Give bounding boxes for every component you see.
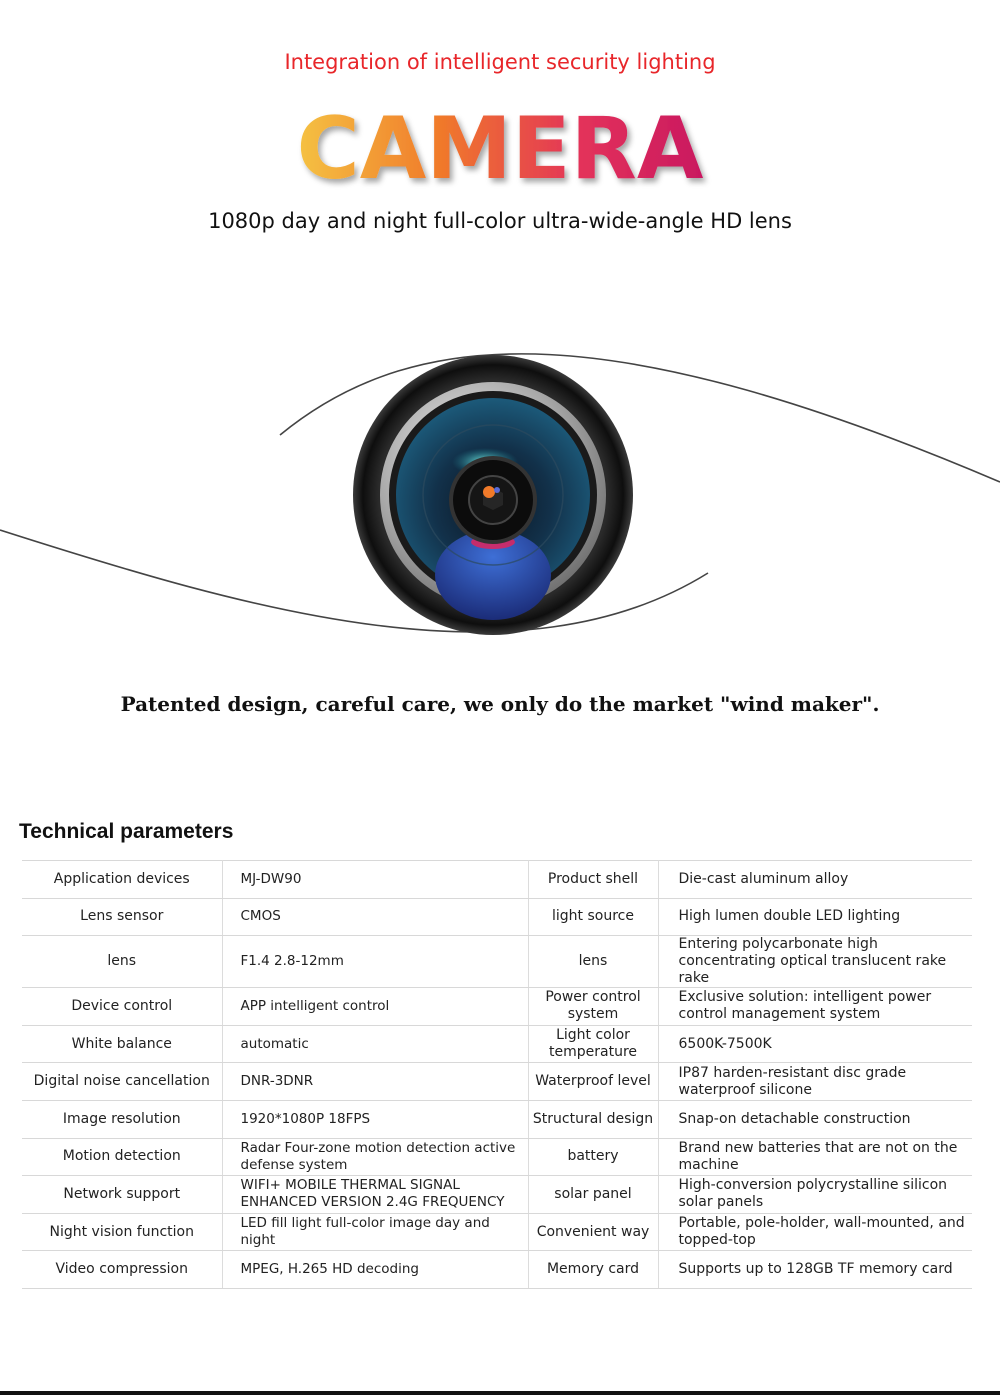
param-label: Lens sensor — [22, 898, 222, 936]
param-label: Device control — [22, 988, 222, 1026]
param-label: Image resolution — [22, 1100, 222, 1138]
param-value: Portable, pole-holder, wall-mounted, and topped-top — [658, 1213, 972, 1251]
param-value: MJ-DW90 — [222, 861, 528, 899]
param-value: IP87 harden-resistant disc grade waterproof silicone — [658, 1063, 972, 1101]
table-row — [22, 1063, 972, 1101]
lens-illustration — [0, 330, 1000, 660]
param-value: Entering polycarbonate high concentrating optical translucent rake rake — [658, 936, 972, 988]
param-value: F1.4 2.8-12mm — [222, 936, 528, 988]
param-label: lens — [22, 936, 222, 988]
param-value: Snap-on detachable construction — [658, 1100, 972, 1138]
subtitle: 1080p day and night full-color ultra-wide-angle HD lens — [208, 209, 792, 233]
param-value: 6500K-7500K — [658, 1025, 972, 1063]
section-title: Technical parameters — [19, 820, 234, 843]
param-value: WIFI+ MOBILE THERMAL SIGNAL ENHANCED VERSION 2.4G FREQUENCY — [222, 1176, 528, 1214]
table-row — [22, 1176, 972, 1214]
param-label: Application devices — [22, 861, 222, 899]
param-label: light source — [528, 898, 658, 936]
param-value: LED fill light full-color image day and night — [222, 1213, 528, 1251]
param-label: Memory card — [528, 1251, 658, 1289]
param-value: Die-cast aluminum alloy — [658, 861, 972, 899]
param-label: Product shell — [528, 861, 658, 899]
table-row — [22, 1025, 972, 1063]
param-label: battery — [528, 1138, 658, 1176]
param-value: 1920*1080P 18FPS — [222, 1100, 528, 1138]
table-row — [22, 1213, 972, 1251]
param-label: lens — [528, 936, 658, 988]
tagline: Integration of intelligent security lighting — [284, 50, 716, 74]
param-value: APP intelligent control — [222, 988, 528, 1026]
table-row — [22, 988, 972, 1026]
table-row — [22, 861, 972, 899]
param-label: Digital noise cancellation — [22, 1063, 222, 1101]
param-value: High lumen double LED lighting — [658, 898, 972, 936]
param-value: Exclusive solution: intelligent power control management system — [658, 988, 972, 1026]
param-label: Structural design — [528, 1100, 658, 1138]
table-row — [22, 936, 972, 988]
table-row — [22, 1138, 972, 1176]
slogan: Patented design, careful care, we only do the market "wind maker". — [120, 692, 880, 716]
param-label: Motion detection — [22, 1138, 222, 1176]
param-label: Convenient way — [528, 1213, 658, 1251]
table-row — [22, 1100, 972, 1138]
param-value: Brand new batteries that are not on the machine — [658, 1138, 972, 1176]
param-label: Video compression — [22, 1251, 222, 1289]
bottom-divider — [0, 1391, 1000, 1395]
param-value: Radar Four-zone motion detection active defense system — [222, 1138, 528, 1176]
param-value: MPEG, H.265 HD decoding — [222, 1251, 528, 1289]
camera-word-text: CAMERA — [296, 100, 704, 195]
param-value: High-conversion polycrystalline silicon solar panels — [658, 1176, 972, 1214]
param-value: DNR-3DNR — [222, 1063, 528, 1101]
camera-heading — [0, 100, 1000, 195]
param-value: automatic — [222, 1025, 528, 1063]
param-label: solar panel — [528, 1176, 658, 1214]
parameters-table — [22, 860, 972, 1289]
param-label: Network support — [22, 1176, 222, 1214]
camera-wordmark — [260, 100, 740, 195]
param-label: White balance — [22, 1025, 222, 1063]
param-label: Light color temperature — [528, 1025, 658, 1063]
param-value: CMOS — [222, 898, 528, 936]
table-row — [22, 898, 972, 936]
param-label: Power control system — [528, 988, 658, 1026]
param-label: Night vision function — [22, 1213, 222, 1251]
param-value: Supports up to 128GB TF memory card — [658, 1251, 972, 1289]
param-label: Waterproof level — [528, 1063, 658, 1101]
table-row — [22, 1251, 972, 1289]
